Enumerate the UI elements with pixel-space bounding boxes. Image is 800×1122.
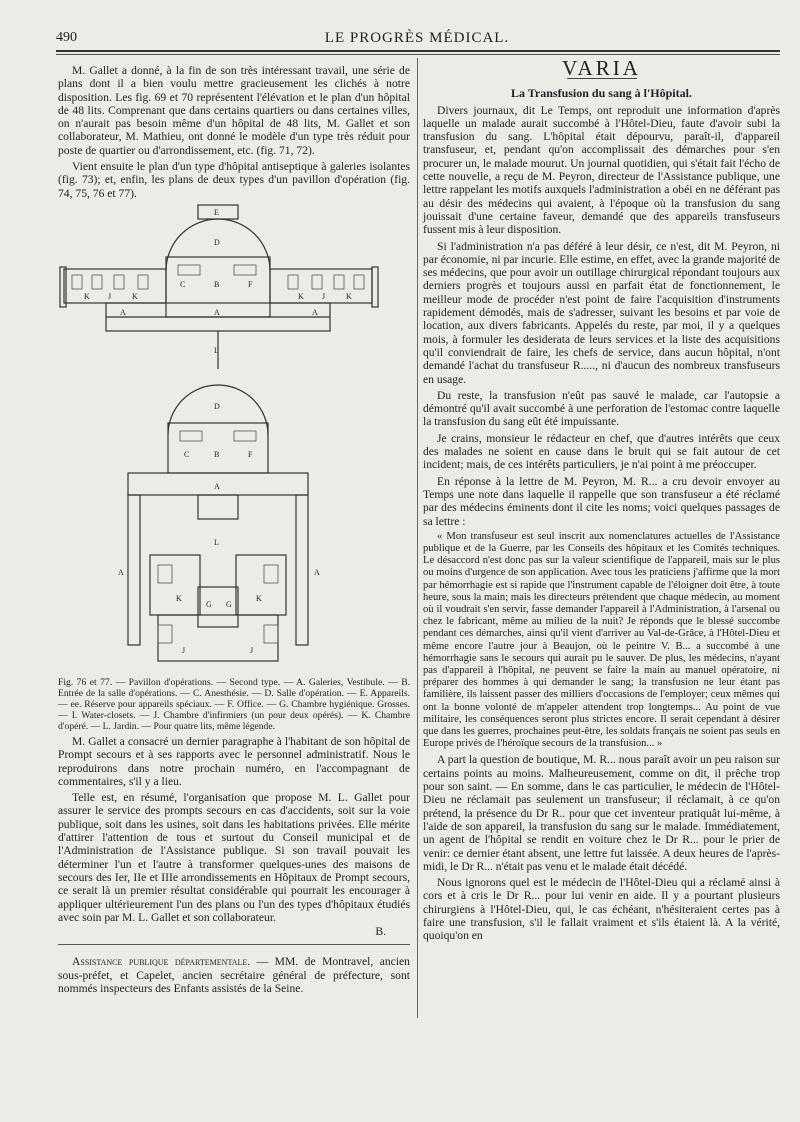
section-rule <box>58 944 410 945</box>
paragraph: Nous ignorons quel est le médecin de l'Hôtel-Dieu qui a réclamé ainsi à cors et à cris le Dr R... pour lui venir en aide. Il y a pourtant plusieurs chirurgiens à l'Hôtel-Dieu, qui, le cas échéant, n'hésiteraient certes pas à faire une transfusion, s'il le fallait vraiment et s'ils étaient là. A la vérité, quoiqu'on en <box>423 876 780 943</box>
paragraph: Si l'administration n'a pas déféré à leur désir, ce n'est, dit M. Peyron, ni par économie, ni par incurie. Elle estime, en effet, avec la grande majorité de ses médecins, que pour avoir un outillage chirurgical répondant toujours aux derniers progrès et toujours aussi en parfait état de fonctionnement, le meilleur mode de procéder n'est point de faire l'acquisition d'instruments rapidement démodés, mais de s'adresser, suivant les besoins et par voie de location, aux divers fabricants. Appelés du reste, par moi, il y a quelques mois, à formuler les desiderata de leurs services et la liste des acquisitions qu'il conviendrait de faire, les chefs de service, dans aucun hôpital, n'ont demandé l'achat du transfuseur R....., ni d'aucun des nombreux transfuseurs en usage. <box>423 239 780 386</box>
plan-label: B <box>214 279 220 289</box>
column-divider <box>417 58 418 1018</box>
floor-plan-figure-top <box>58 203 410 373</box>
plan-label: D <box>214 237 220 247</box>
journal-title: LE PROGRÈS MÉDICAL. <box>324 30 510 46</box>
plan-label: K <box>176 593 182 603</box>
plan-label: A <box>314 567 320 577</box>
plan-label: A <box>118 567 124 577</box>
paragraph: M. Gallet a consacré un dernier paragraphe à l'habitant de son hôpital de Prompt secours et à ses rapports avec le personnel administratif. Nous le reproduirons dans notre prochain numéro, en l'accompagnant de commentaires, s'il y a lieu. <box>58 734 410 788</box>
plan-label: K <box>256 593 262 603</box>
plan-label: L <box>214 345 219 355</box>
paragraph: Je crains, monsieur le rédacteur en chef, que d'autres intérêts que ceux des malades ne soient en cause dans le bruit qui se fait autour de cet incident; mais, de ces intérêts particuliers, je n'ai point à me préoccuper. <box>423 431 780 472</box>
plan-label: A <box>120 307 126 317</box>
article-title: La Transfusion du sang à l'Hôpital. <box>511 86 692 101</box>
plan-label: F <box>248 449 253 459</box>
paragraph: Divers journaux, dit Le Temps, ont reproduit une information d'après laquelle un malade aurait succombé à l'Hôtel-Dieu, faute d'avoir subi la transfusion du sang. L'hôpital était dépourvu, paraît-il, d'appareil transfuseur, et, pendant qu'on accomplissait des démarches pour s'en procurer un, le malade mourut. Un journal quotidien, qui s'était fait l'écho de cette nouvelle, a reçu de M. Peyron, directeur de l'Assistance publique, une lettre rappelant les motifs auxquels l'administration a obéi en ne déférant pas au désir des médecins qui avaient, à l'époque où la transfusion du sang jouissait d'une certaine faveur, demandé que des appareils transfuseurs fussent mis à leur disposition. <box>423 103 780 237</box>
notice-text: — MM. de Montravel, ancien sous-préfet, et Capelet, ancien secrétaire général de préfecture, sont nommés inspecteurs des Enfants assistés de la Seine. <box>58 955 410 996</box>
paragraph: Vient ensuite le plan d'un type d'hôpital antiseptique à galeries isolantes (fig. 73); et, enfin, les plans de deux types d'un pavillon d'opération (fig. 74, 75, 76 et 77). <box>58 160 410 200</box>
floor-plan-figure-bottom <box>58 375 410 675</box>
right-column <box>423 56 780 946</box>
plan-label: A <box>214 307 220 317</box>
plan-label: K <box>84 291 90 301</box>
plan-label: J <box>108 291 112 301</box>
plan-label: K <box>132 291 138 301</box>
section-title: VARIA <box>562 56 641 80</box>
paragraph: Telle est, en résumé, l'organisation que propose M. L. Gallet pour assurer le service des prompts secours en cas d'accidents, soit sur la voie publique, soit dans les usines, soit dans les habitations privées. Elle mérite d'attirer l'attention de tous et surtout du Conseil municipal et de l'Administration de l'Assistance publique. Si son travail pouvait les déterminer l'un et l'autre à transformer quelques-unes des maisons de secours des Ier, IIe et IIIe arrondissements en Hôpitaux de Prompt secours, ce serait là un premier résultat considérable qui pourrait les encourager à appliquer ultérieurement l'un des plans ou l'un des types d'hôpitaux étudiés avec soin par M. L. Gallet et son collaborateur. <box>58 791 410 924</box>
notice-heading: Assistance publique départementale. <box>72 955 251 969</box>
paragraph: Du reste, la transfusion n'eût pas sauvé le malade, car l'autopsie a démontré qu'il avait succombé à une perforation de l'estomac contre laquelle la transfusion du sang eût été impuissante. <box>423 388 780 429</box>
plan-label: G <box>206 599 212 609</box>
plan-label: J <box>322 291 326 301</box>
header-rule <box>56 50 780 52</box>
plan-label: L <box>214 537 219 547</box>
plan-label: A <box>312 307 318 317</box>
paragraph: En réponse à la lettre de M. Peyron, M. R... a cru devoir envoyer au Temps une note dans laquelle il rappelle que son transfuseur a été réclamé par des médecins éminents dont il cite les noms; voici quelques passages de sa lettre : <box>423 474 780 528</box>
plan-label: E <box>214 207 219 217</box>
plan-label: B <box>214 449 220 459</box>
left-column <box>58 64 410 998</box>
plan-label: A <box>214 481 220 491</box>
plan-label: F <box>248 279 253 289</box>
plan-label: G <box>226 599 232 609</box>
page-header <box>56 30 778 50</box>
page-number: 490 <box>56 30 77 45</box>
header-rule-thin <box>56 54 780 55</box>
signature: B. <box>375 925 386 939</box>
paragraph: M. Gallet a donné, à la fin de son très intéressant travail, une série de plans dont il a bien voulu mettre gracieusement les clichés à notre disposition. Les fig. 69 et 70 représentent l'élévation et le plan d'un hôpital de 48 lits. Comprenant que dans certains quartiers ou dans certaines villes, on n'aurait pas besoin même d'un hôpital de 48 lits, M. Gallet et son collaborateur, M. Mathieu, ont donné le modèle d'un type très réduit pour poste de quartier ou d'arrondissement, etc. (fig. 71, 72). <box>58 64 410 157</box>
paragraph: A part la question de boutique, M. R... nous paraît avoir un peu raison sur certains points au moins. Malheureusement, comme on dit, il prêche trop pour son saint. — En somme, dans le cas particulier, le médecin de l'Hôtel-Dieu ne réclamait pas seulement un transfuseur; il réclamait, à ce qu'on prétend, la présence du Dr R.. pour que cet inventeur pratiquât lui-même, à l'aide de son appareil, la transfusion du sang sur le malade. Immédiatement, un agent de l'hôpital se rendit en voiture chez le Dr R... pour le prier de venir: ce dernier étant absent, une lettre fut laissée. A deux heures de l'après-midi, le Dr R... n'était pas venu et le malade était décédé. <box>423 753 780 873</box>
quoted-letter: « Mon transfuseur est seul inscrit aux nomenclatures actuelles de l'Assistance publique et de la Guerre, par les Conseils des hôpitaux et les Comités techniques. Le désaccord n'est donc pas sur la valeur scientifique de l'appareil, mais sur le plus ou moins d'urgence de son application. Avec tous les praticiens j'affirme que la mort par hémorrhagie est si rapide que l'instrument capable de l'éloigner doit être, à toute heure, sous la main; mais les directeurs prétendent que chaque médecin, au moment où il voudrait s'en servir, fasse demander l'appareil à l'Administration, à l'arsenal ou chez le fabricant, même au milieu de la nuit? Je réponds que le blessé succombe pendant ces démarches, ainsi qu'il vient d'arriver au Val-de-Grâce, à l'Hôtel-Dieu et même encore l'autre jour à Beaujon, où le peintre V. B... a succombé à une hémorrhagie sans le secours qui aurait pu le sauver. De plus, les médecins, n'ayant pas d'appareil à l'hôpital, ne peuvent se faire la main au manuel opératoire, ni préparer des hommes à qui demander le sang; la transfusion ne leur étant pas familière, ils laissent passer des milliers d'occasions de l'employer; ceux mêmes qui ont la bonne volonté de m'appeler attendent trop longtemps... Au point de vue militaire, les conséquences seront plus strictes encore. Il serait cependant à désirer que dans les guerres, prochaines peut-être, les soldats français ne soient pas seuls en Europe privés de l'héroïque secours de la transfusion... » <box>423 530 780 750</box>
notice-paragraph <box>58 955 410 995</box>
figure-caption: Fig. 76 et 77. — Pavillon d'opérations. — Second type. — A. Galeries, Vestibule. — B. Entrée de la salle d'opérations. — C. Anesthésie. — D. Salle d'opération. — E. Appareils. — ee. Réserve pour appareils spéciaux. — F. Office. — G. Chambre hygiénique. Grosses. — I. Water-closets. — J. Chambre d'infirmiers (un pour deux opérés). — K. Chambre d'opéré. — L. Jardin. — Pour quatre lits, même légende. <box>58 676 410 732</box>
plan-label: C <box>184 449 190 459</box>
plan-label: J <box>182 645 186 655</box>
plan-label: C <box>180 279 186 289</box>
plan-label: J <box>250 645 254 655</box>
plan-label: K <box>298 291 304 301</box>
plan-label: K <box>346 291 352 301</box>
plan-label: D <box>214 401 220 411</box>
